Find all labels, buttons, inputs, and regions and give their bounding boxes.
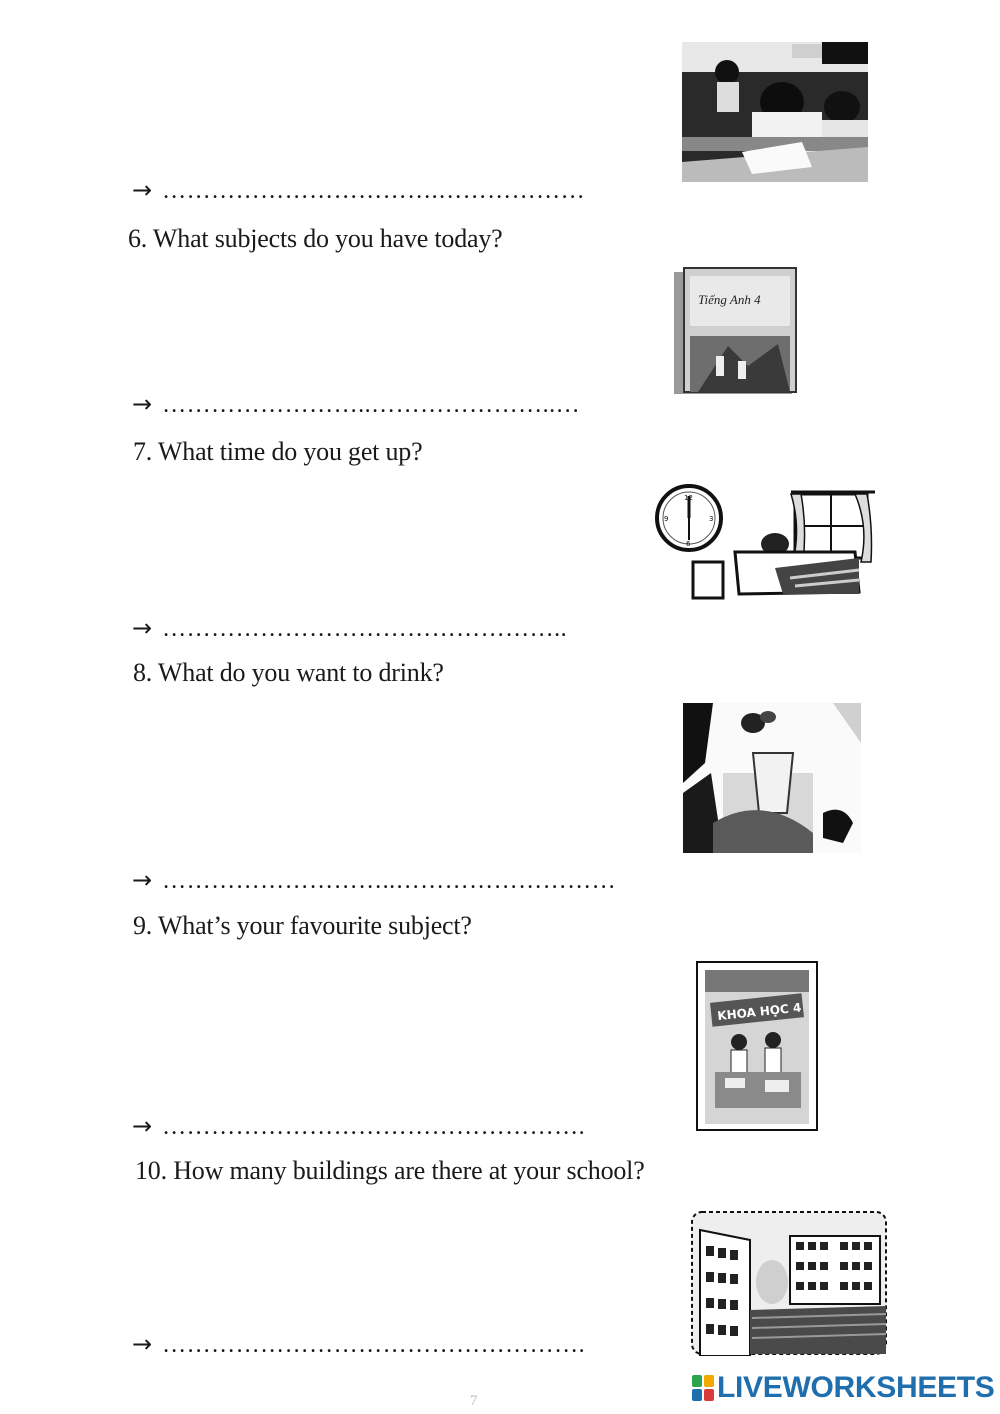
question-10: 10. How many buildings are there at your school? (135, 1156, 645, 1185)
arrow-icon: → (132, 614, 153, 642)
liveworksheets-logo[interactable] (692, 1373, 995, 1403)
liveworksheets-logo-icon (692, 1375, 714, 1401)
svg-text:12: 12 (684, 494, 693, 502)
answer-blank[interactable]: ……………………………………………. (162, 1114, 586, 1140)
answer-blank[interactable]: …………………………….……………… (162, 178, 586, 204)
answer-line-6[interactable] (132, 390, 580, 419)
answer-line-7[interactable] (132, 614, 567, 643)
svg-text:6: 6 (686, 540, 691, 548)
brand-name: LIVEWORKSHEETS (717, 1371, 995, 1404)
arrow-icon: → (132, 390, 153, 418)
english-textbook-picture (668, 266, 810, 396)
answer-blank[interactable]: ……………………………………………. (162, 1332, 586, 1358)
classroom-picture (682, 42, 868, 182)
question-6: 6. What subjects do you have today? (128, 224, 503, 253)
school-buildings-picture (690, 1210, 888, 1356)
answer-line-10[interactable] (132, 1330, 585, 1359)
svg-text:3: 3 (709, 515, 714, 523)
arrow-icon: → (132, 176, 153, 204)
answer-line-8[interactable] (132, 866, 616, 895)
question-9: 9. What’s your favourite subject? (133, 911, 472, 940)
answer-blank[interactable]: ………………………………………….. (162, 616, 568, 642)
science-book-title: KHOA HỌC 4 (716, 1000, 802, 1024)
question-7: 7. What time do you get up? (133, 437, 423, 466)
page-number: 7 (470, 1393, 478, 1409)
science-textbook-picture (695, 960, 819, 1132)
question-8: 8. What do you want to drink? (133, 658, 444, 687)
english-book-title: Tiếng Anh 4 (698, 292, 761, 307)
answer-blank[interactable]: ……………………..…………………..… (162, 392, 581, 418)
arrow-icon: → (132, 1112, 153, 1140)
clock-bedroom-picture (655, 482, 877, 606)
arrow-icon: → (132, 866, 153, 894)
answer-line-9[interactable] (132, 1112, 585, 1141)
answer-blank[interactable]: ………………………..……………………… (162, 868, 617, 894)
answer-line-5[interactable] (132, 176, 585, 205)
svg-text:9: 9 (664, 515, 669, 523)
arrow-icon: → (132, 1330, 153, 1358)
drink-picture (683, 703, 861, 853)
